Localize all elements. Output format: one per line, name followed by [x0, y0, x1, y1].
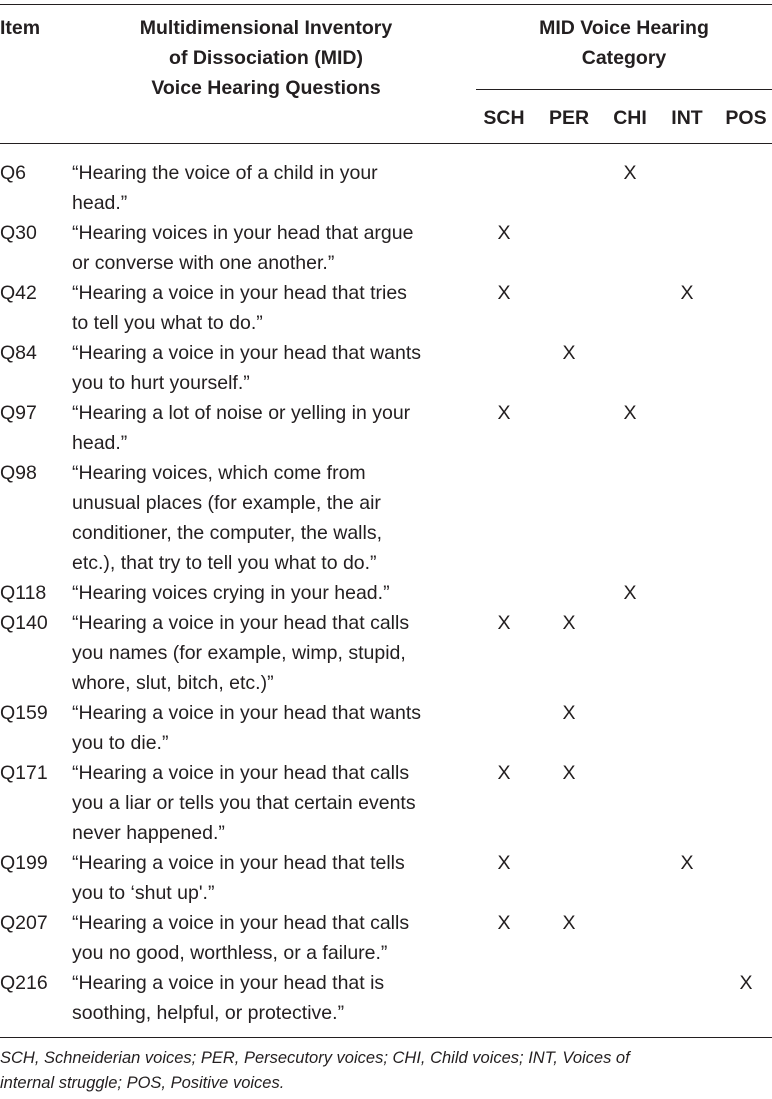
- row-question-line: soothing, helpful, or protective.”: [72, 1002, 345, 1024]
- row-question-line: “Hearing a voice in your head that wants: [72, 342, 422, 364]
- category-mark-per: X: [562, 762, 576, 784]
- category-mark-sch: X: [497, 762, 511, 784]
- row-question-line: head.”: [72, 192, 128, 214]
- header-category-line: Category: [581, 47, 667, 69]
- row-question-line: etc.), that try to tell you what to do.”: [72, 552, 377, 574]
- category-mark-chi: X: [623, 162, 637, 184]
- table-row: [0, 338, 772, 398]
- category-mark-chi: X: [623, 402, 637, 424]
- category-mark-sch: X: [497, 402, 511, 424]
- header-sch: SCH: [483, 107, 525, 129]
- header-bottom-rule: [0, 143, 772, 144]
- row-question-line: “Hearing voices crying in your head.”: [72, 582, 390, 604]
- category-mark-sch: X: [497, 912, 511, 934]
- row-question: [72, 458, 472, 578]
- row-question: [72, 758, 472, 848]
- category-mark-per: X: [562, 912, 576, 934]
- table-top-rule: [0, 4, 772, 5]
- row-question: [72, 698, 472, 758]
- row-question: [72, 608, 472, 698]
- row-question-line: you names (for example, wimp, stupid,: [72, 642, 406, 664]
- header-int: INT: [671, 107, 703, 129]
- row-question-line: conditioner, the computer, the walls,: [72, 522, 383, 544]
- table-row: [0, 398, 772, 458]
- row-question: [72, 158, 472, 218]
- table-row: [0, 908, 772, 968]
- header-item: Item: [0, 17, 41, 39]
- row-item-id: Q6: [0, 162, 27, 184]
- category-mark-sch: X: [497, 282, 511, 304]
- table-row: [0, 848, 772, 908]
- header-category-line: MID Voice Hearing: [539, 17, 709, 39]
- table-row: [0, 968, 772, 1028]
- row-item-id: Q171: [0, 762, 48, 784]
- category-mark-chi: X: [623, 582, 637, 604]
- header-questions-line: of Dissociation (MID): [169, 47, 363, 69]
- header-pos: POS: [725, 107, 767, 129]
- row-item-id: Q216: [0, 972, 48, 994]
- category-mark-sch: X: [497, 612, 511, 634]
- table-row: [0, 218, 772, 278]
- row-item-id: Q199: [0, 852, 48, 874]
- row-item-id: Q84: [0, 342, 37, 364]
- category-mark-pos: X: [739, 972, 753, 994]
- row-question-line: “Hearing a voice in your head that calls: [72, 612, 410, 634]
- header-questions-line: Voice Hearing Questions: [151, 77, 381, 99]
- category-mark-sch: X: [497, 222, 511, 244]
- row-item-id: Q42: [0, 282, 37, 304]
- category-mark-per: X: [562, 342, 576, 364]
- row-question: [72, 908, 472, 968]
- category-mark-per: X: [562, 702, 576, 724]
- category-mark-int: X: [680, 282, 694, 304]
- row-question: [72, 848, 472, 908]
- table-row: [0, 608, 772, 698]
- row-question: [72, 578, 472, 608]
- category-mark-int: X: [680, 852, 694, 874]
- header-questions-line: Multidimensional Inventory: [139, 17, 393, 39]
- row-question-line: “Hearing a voice in your head that tries: [72, 282, 407, 304]
- row-question-line: “Hearing a voice in your head that wants: [72, 702, 422, 724]
- row-question: [72, 398, 472, 458]
- row-question-line: you to hurt yourself.”: [72, 372, 250, 394]
- row-question-line: to tell you what to do.”: [72, 312, 263, 334]
- row-question-line: “Hearing a lot of noise or yelling in your: [72, 402, 411, 424]
- category-mark-sch: X: [497, 852, 511, 874]
- row-question-line: “Hearing a voice in your head that tells: [72, 852, 405, 874]
- footnote-line: internal struggle; POS, Positive voices.: [0, 1074, 285, 1092]
- row-question-line: you no good, worthless, or a failure.”: [72, 942, 388, 964]
- row-question-line: “Hearing a voice in your head that calls: [72, 912, 410, 934]
- category-mark-per: X: [562, 612, 576, 634]
- header-per: PER: [548, 107, 590, 129]
- row-item-id: Q118: [0, 582, 47, 604]
- category-rule: [476, 89, 772, 90]
- table-row: [0, 578, 772, 608]
- table-row: [0, 158, 772, 218]
- table-row: [0, 758, 772, 848]
- row-item-id: Q140: [0, 612, 48, 634]
- row-question-line: or converse with one another.”: [72, 252, 335, 274]
- row-question-line: “Hearing a voice in your head that calls: [72, 762, 410, 784]
- row-question-line: you a liar or tells you that certain events: [72, 792, 416, 814]
- row-question-line: “Hearing a voice in your head that is: [72, 972, 385, 994]
- row-question-line: unusual places (for example, the air: [72, 492, 381, 514]
- row-item-id: Q30: [0, 222, 37, 244]
- table-row: [0, 278, 772, 338]
- row-question-line: whore, slut, bitch, etc.)”: [72, 672, 274, 694]
- header-questions: [66, 13, 466, 103]
- row-item-id: Q159: [0, 702, 48, 724]
- row-question-line: you to ‘shut up'.”: [72, 882, 215, 904]
- row-question: [72, 218, 472, 278]
- table-row: [0, 698, 772, 758]
- row-question: [72, 338, 472, 398]
- table-footnote: [0, 1046, 772, 1096]
- row-question-line: you to die.”: [72, 732, 169, 754]
- footnote-line: SCH, Schneiderian voices; PER, Persecutory voices; CHI, Child voices; INT, Voices of: [0, 1049, 630, 1067]
- row-item-id: Q97: [0, 402, 37, 424]
- row-question: [72, 278, 472, 338]
- row-question-line: head.”: [72, 432, 128, 454]
- row-question-line: never happened.”: [72, 822, 225, 844]
- row-question-line: “Hearing voices in your head that argue: [72, 222, 414, 244]
- table-bottom-rule: [0, 1037, 772, 1038]
- row-question-line: “Hearing voices, which come from: [72, 462, 366, 484]
- row-item-id: Q207: [0, 912, 48, 934]
- header-category: [476, 13, 772, 73]
- row-question-line: “Hearing the voice of a child in your: [72, 162, 378, 184]
- row-item-id: Q98: [0, 462, 37, 484]
- header-chi: CHI: [613, 107, 647, 129]
- table-row: [0, 458, 772, 578]
- row-question: [72, 968, 472, 1028]
